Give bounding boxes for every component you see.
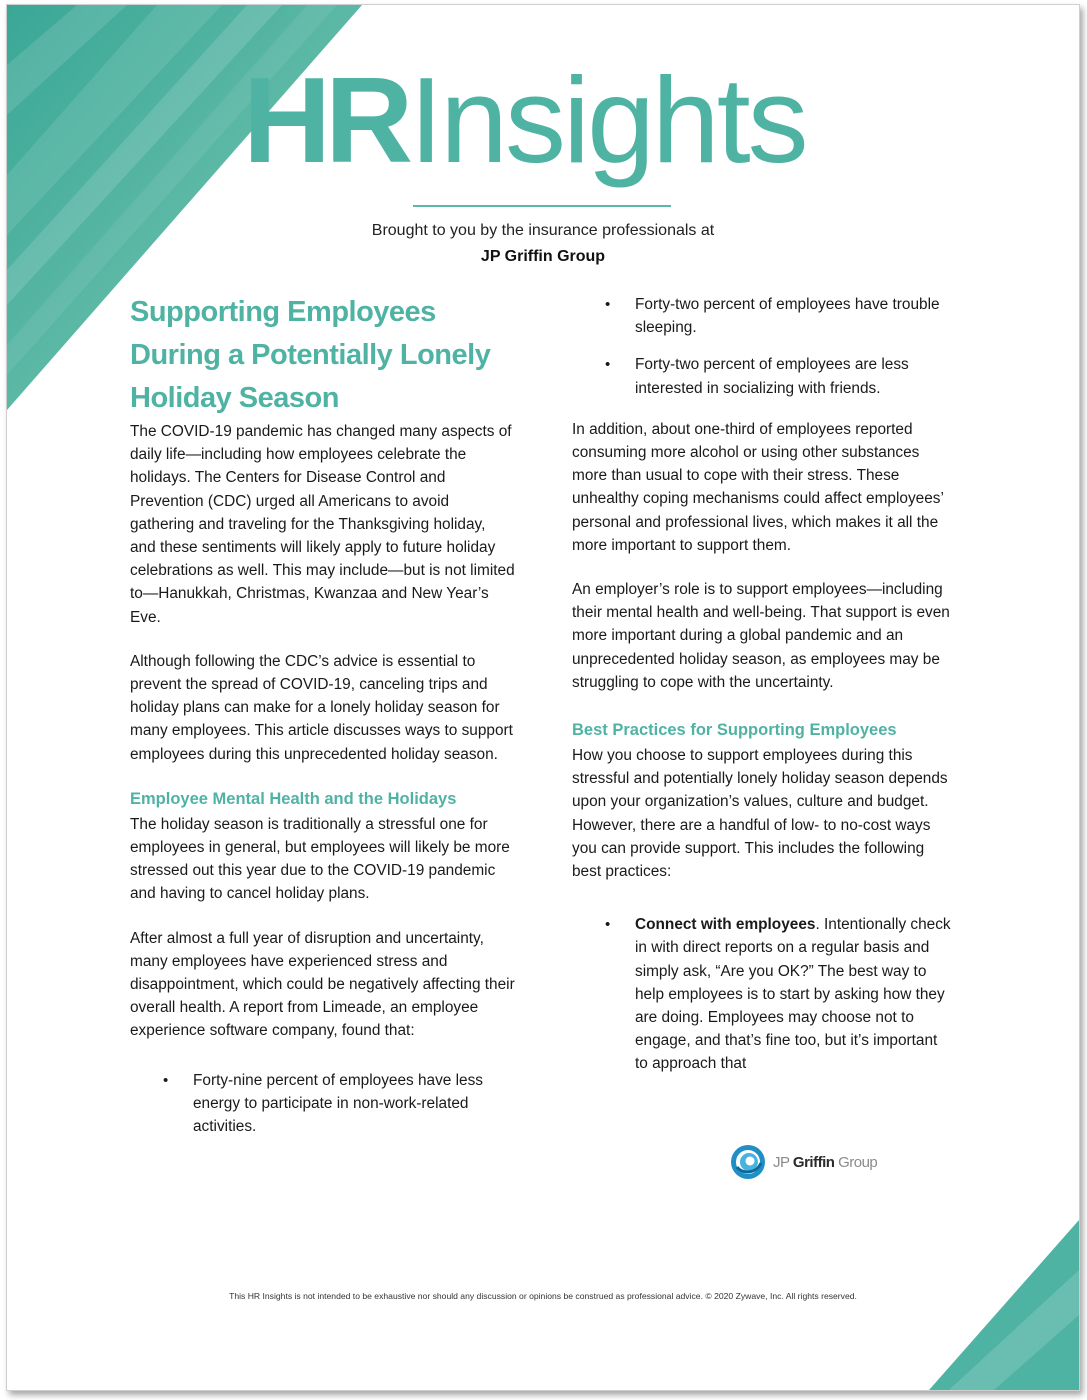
- body-paragraph: An employer’s role is to support employees—including their mental health and well-being. That support is even more important during a global pandemic and an unprecedented holiday season, as employees may be struggling to cope with the uncertainty.: [572, 581, 950, 691]
- list-item: [572, 913, 954, 1075]
- broker-name: JP Griffin Group: [480, 248, 606, 265]
- body-paragraph: The holiday season is traditionally a stressful one for employees in general, but employees will likely be more stressed out this year due to the COVID-19 pandemic and having to cancel holiday plans.: [130, 815, 510, 903]
- article-title: [130, 291, 515, 420]
- intro-paragraph: Although following the CDC’s advice is essential to prevent the spread of COVID-19, canceling trips and holiday plans can make for a lonely holiday season for many employees. This article discusses ways to support employees during this unprecedented holiday season.: [130, 652, 513, 763]
- section-heading: Best Practices for Supporting Employees: [572, 721, 897, 740]
- list-item: [130, 1069, 515, 1139]
- list-item-text: Forty-nine percent of employees have less energy to participate in non-work-related activities.: [193, 1071, 484, 1136]
- list-item-text: Forty-two percent of employees have trouble sleeping.: [635, 296, 940, 337]
- bullet-icon: •: [605, 296, 611, 313]
- bullet-list: [572, 293, 954, 400]
- document-page: [6, 4, 1080, 1391]
- footer-disclaimer: This HR Insights is not intended to be exhaustive nor should any discussion or opinions be construed as professional advice. © 2020 Zywave, Inc. All rights reserved.: [229, 1291, 857, 1301]
- masthead-insights: Insights: [409, 52, 806, 188]
- body-paragraph: How you choose to support employees during this stressful and potentially lonely holiday season depends upon your organization’s values, culture and budget. However, there are a handful of low- to no-cost ways you can provide support. This includes the following best practices:: [572, 747, 948, 881]
- masthead-hr: HR: [243, 52, 408, 188]
- swirl-logo-icon: [729, 1143, 767, 1181]
- list-item: [572, 293, 954, 339]
- body-paragraph: After almost a full year of disruption and uncertainty, many employees have experienced stress and disappointment, which could be negatively affecting their overall health. A report from Limeade, an employee experience software company, found that:: [130, 929, 515, 1040]
- bullet-icon: •: [163, 1071, 169, 1089]
- list-item: [572, 353, 954, 399]
- section-heading: Employee Mental Health and the Holidays: [130, 789, 457, 808]
- intro-paragraph: The COVID-19 pandemic has changed many aspects of daily life—including how employees celebrate the holidays. The Centers for Disease Control and Prevention (CDC) urged all Americans to avoid gathering and traveling for the Thanksgiving holiday, and these sentiments will likely apply to future holiday celebrations as well. This may include—but is not limited to—Hanukkah, Christmas, Kwanzaa and New Year’s Eve.: [130, 423, 515, 626]
- title-line: Holiday Season: [130, 382, 339, 414]
- list-item-text: Forty-two percent of employees are less interested in socializing with friends.: [635, 356, 909, 397]
- title-line: Supporting Employees: [130, 296, 436, 328]
- bullet-list: [130, 1069, 515, 1139]
- title-line: During a Potentially Lonely: [130, 339, 491, 371]
- list-item-text: . Intentionally check in with direct reports on a regular basis and simply ask, “Are you OK?” The best way to help employees is to start by asking how they are doing. Employees may choose not to engage, and that’s fine too, but it’s important to approach that: [635, 916, 951, 1073]
- company-logo: [729, 1143, 877, 1181]
- bullet-list: [572, 913, 954, 1075]
- right-column: [572, 291, 954, 1094]
- body-paragraph: In addition, about one-third of employees reported consuming more alcohol or using other substances more than usual to cope with their stress. These unhealthy coping mechanisms could affect employees’ personal and professional lives, which makes it all the more important to support them.: [572, 420, 944, 554]
- bullet-icon: •: [605, 356, 611, 374]
- list-item-bold: Connect with employees: [635, 916, 816, 934]
- left-column: [130, 291, 515, 1156]
- tagline: Brought to you by the insurance professionals at: [371, 222, 715, 239]
- logo-wordmark: JP Griffin Group: [773, 1153, 878, 1171]
- masthead-divider: [413, 205, 671, 207]
- bullet-icon: •: [605, 916, 611, 934]
- masthead-logo: [243, 52, 806, 188]
- corner-decoration-bottom-right: [929, 1220, 1079, 1390]
